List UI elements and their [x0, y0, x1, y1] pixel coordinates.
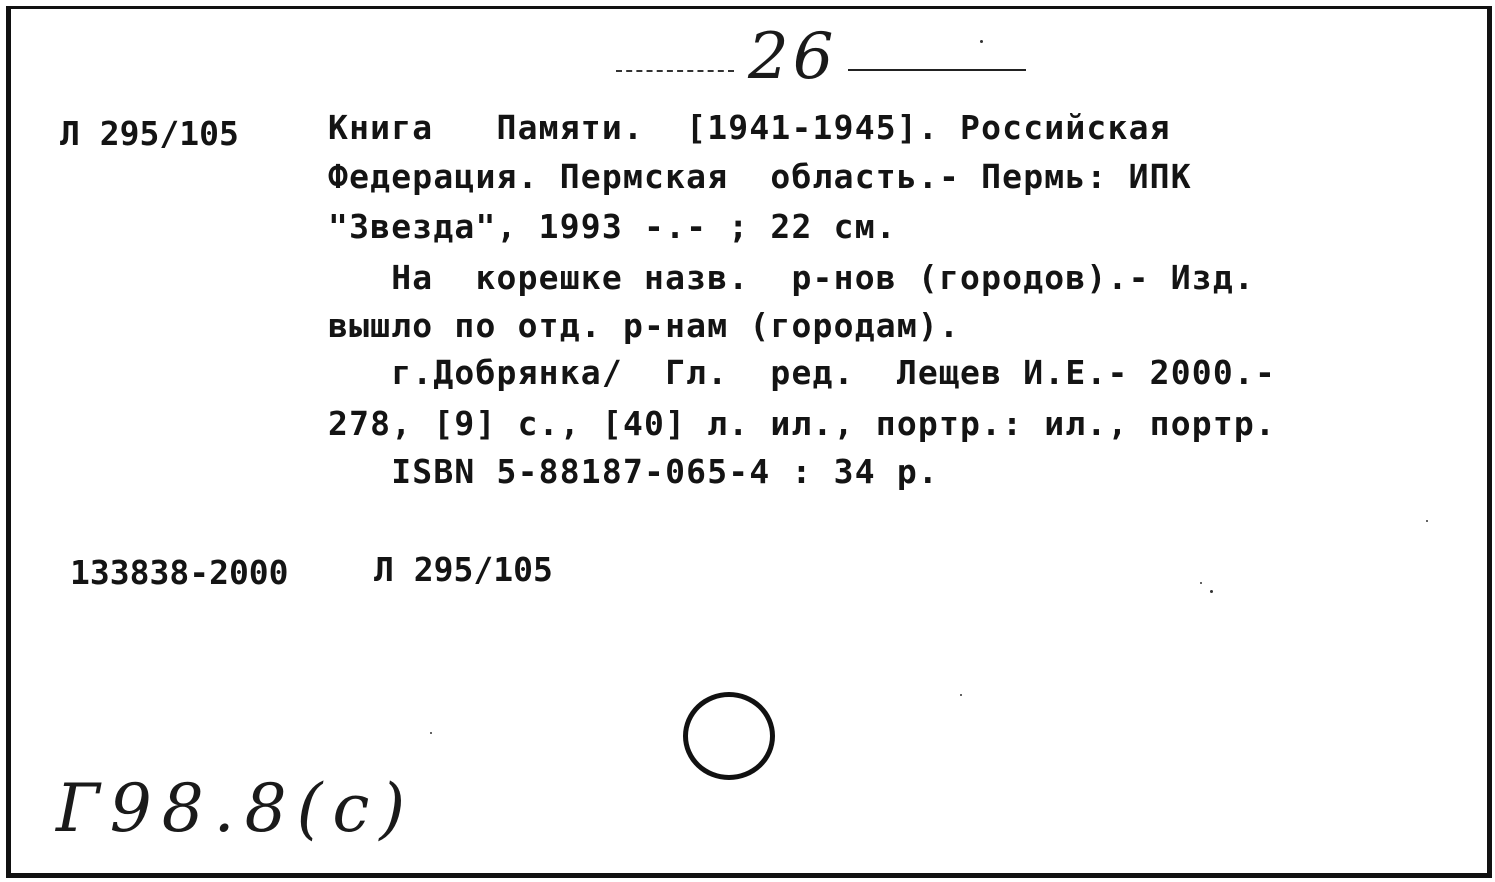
entry-line-5: вышло по отд. р-нам (городам).: [328, 306, 961, 345]
speck: [980, 40, 983, 43]
handwritten-classification: Г98.8(с): [56, 770, 416, 847]
call-number: Л 295/105: [60, 114, 239, 153]
entry-line-1: Книга Памяти. [1941-1945]. Российская: [328, 108, 1171, 147]
entry-line-4: На корешке назв. р-нов (городов).- Изд.: [328, 258, 1255, 297]
top-right-dash: [848, 69, 1026, 71]
top-left-dash: [616, 70, 734, 72]
entry-line-3: "Звезда", 1993 -.- ; 22 см.: [328, 207, 897, 246]
entry-line-7: 278, [9] с., [40] л. ил., портр.: ил., портр.: [328, 404, 1277, 443]
accession-number: 133838-2000: [70, 553, 289, 592]
speck: [1200, 582, 1202, 584]
punch-hole: [683, 692, 775, 780]
entry-line-8: ISBN 5-88187-065-4 : 34 р.: [328, 452, 939, 491]
entry-line-6: г.Добрянка/ Гл. ред. Лещев И.Е.- 2000.-: [328, 353, 1277, 392]
speck: [1210, 590, 1213, 593]
speck: [960, 694, 962, 696]
speck: [430, 732, 432, 734]
handwritten-top-number: 26: [748, 20, 838, 94]
call-number-bottom: Л 295/105: [374, 550, 553, 589]
speck: [1426, 520, 1428, 522]
entry-line-2: Федерация. Пермская область.- Пермь: ИПК: [328, 157, 1192, 196]
